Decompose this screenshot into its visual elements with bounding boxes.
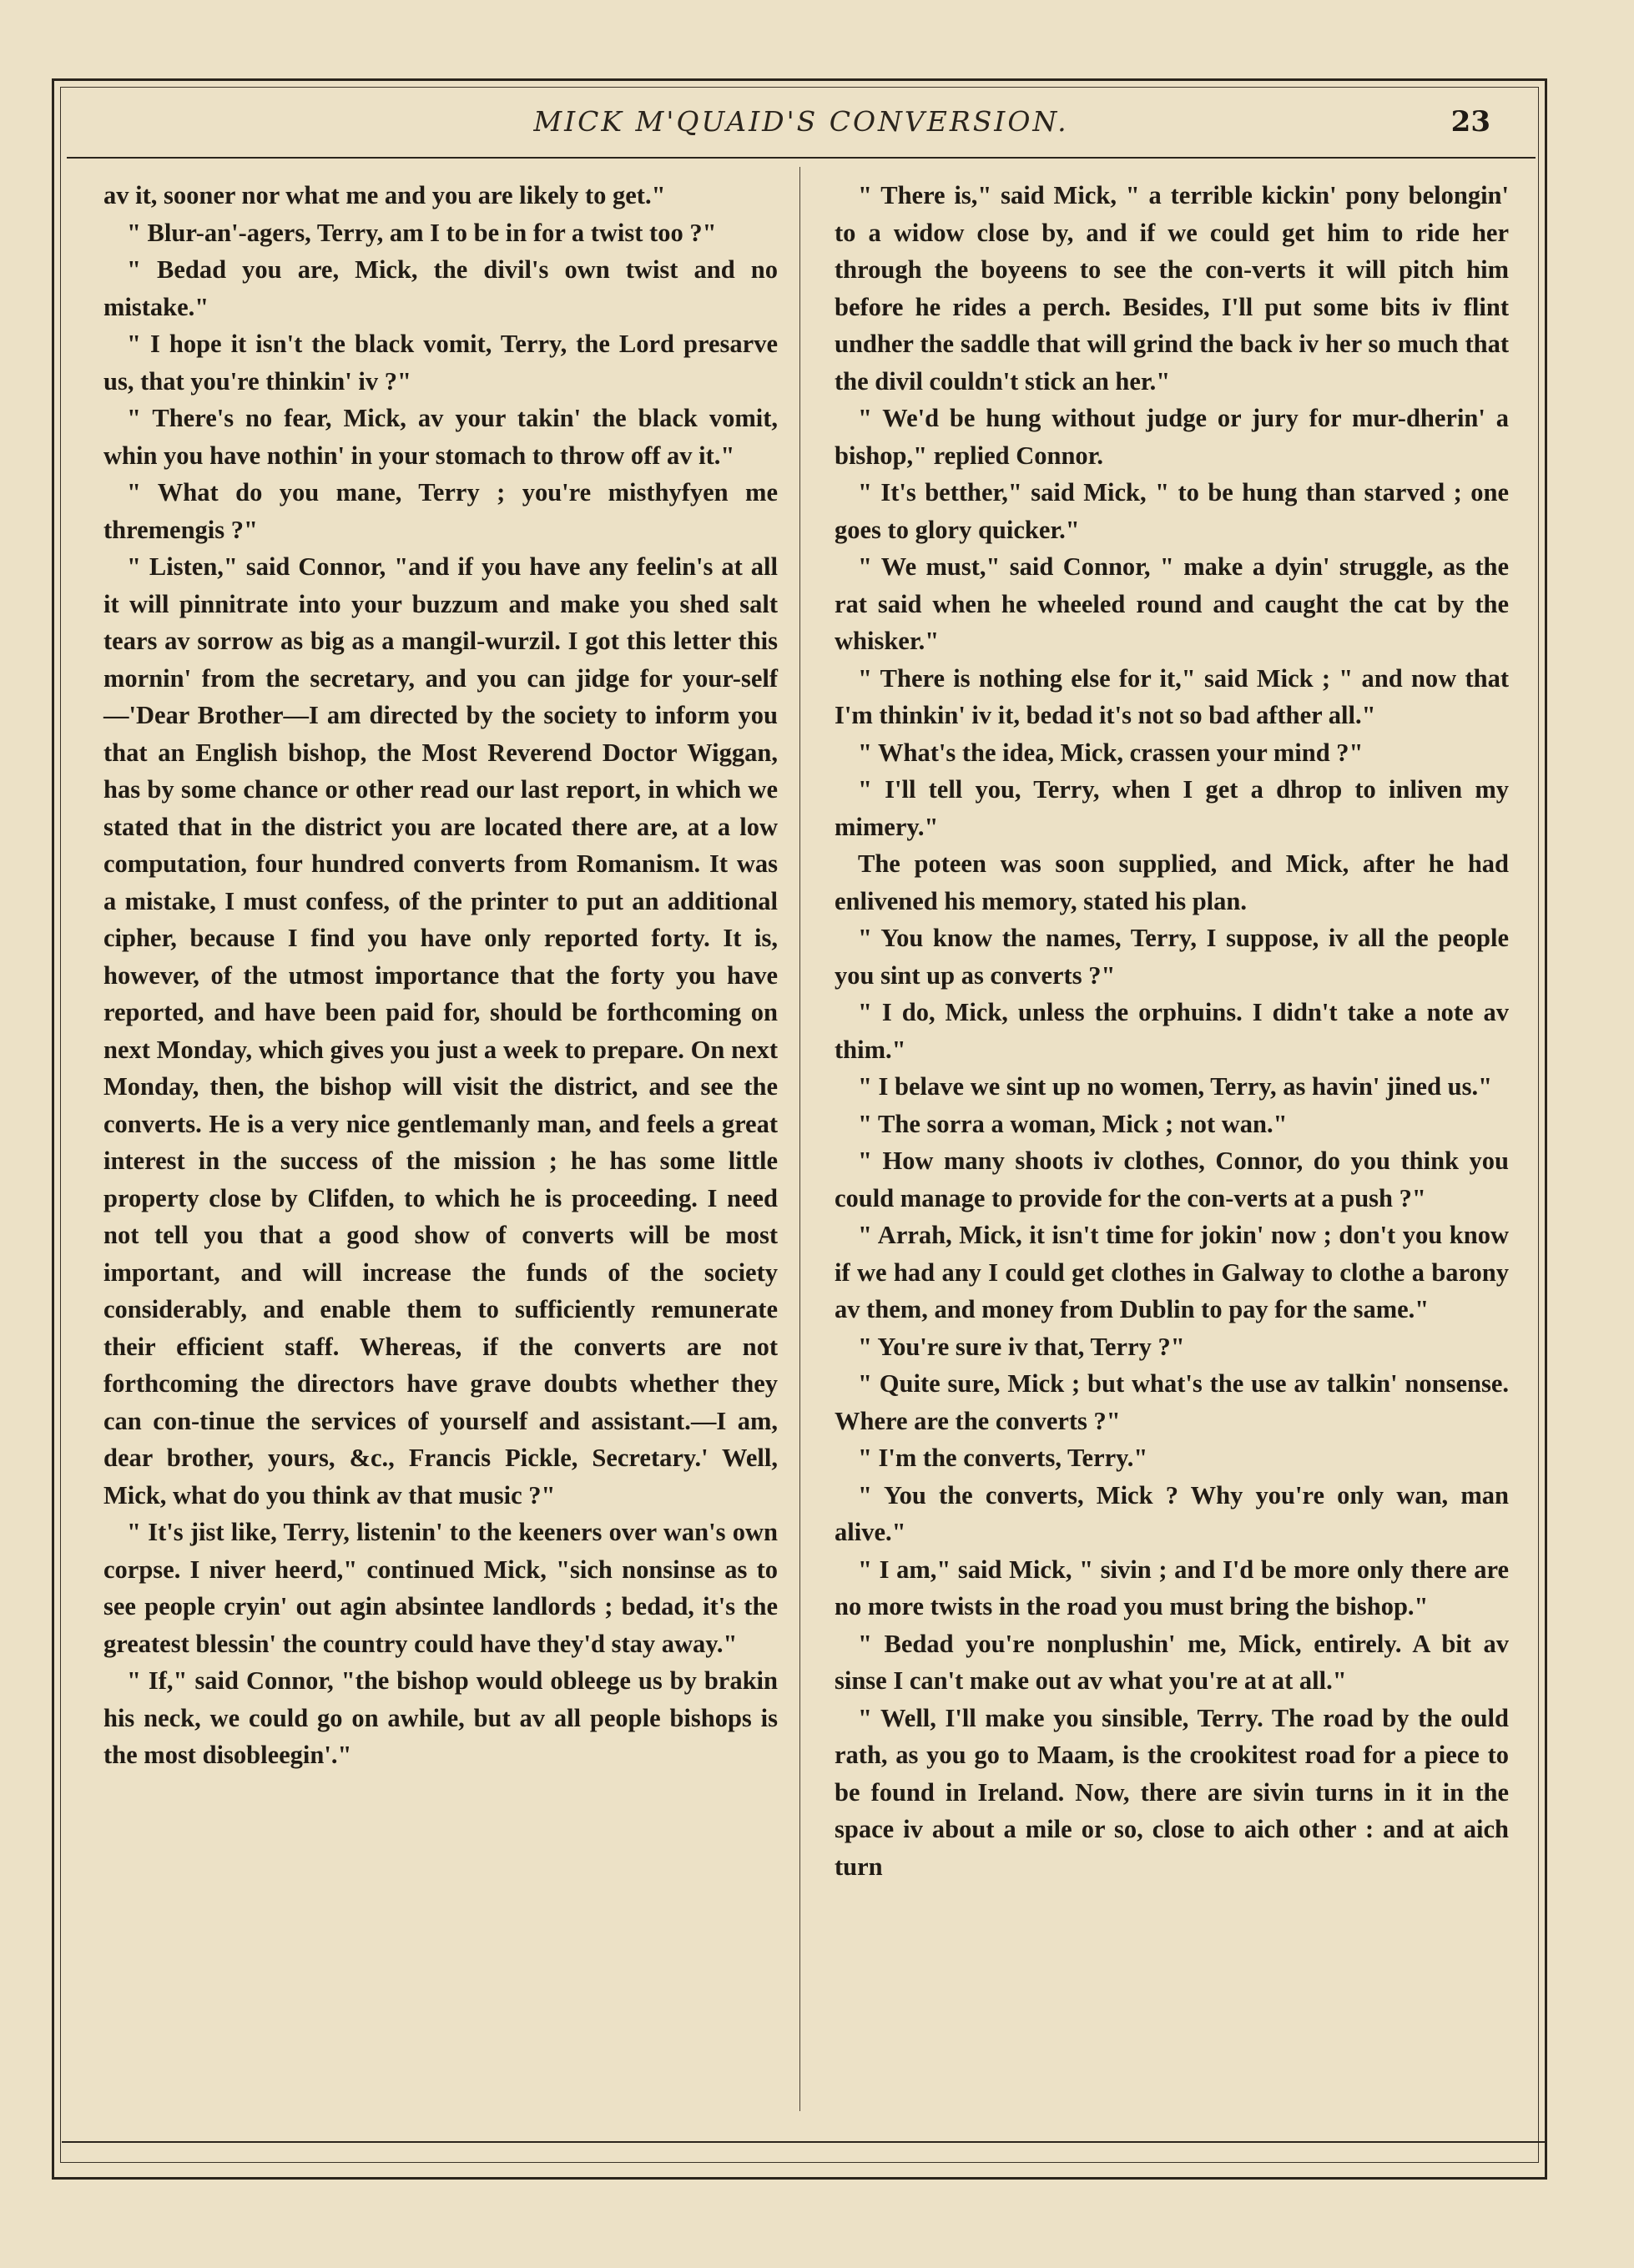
paragraph: " We'd be hung without judge or jury for mur-dherin' a bishop," replied Connor.: [835, 404, 1509, 470]
running-title: MICK M'QUAID'S CONVERSION.: [533, 105, 1069, 138]
paragraph: " I'll tell you, Terry, when I get a dhrop to inliven my mimery.": [835, 775, 1509, 841]
paragraph: " Listen," said Connor, "and if you have any feelin's at all it will pinnitrate into your buzzum and make you shed salt tears av sorrow as big as a mangil-wurzil. I got this letter this mornin' from the secretary, and you can jidge for your-self—'Dear Brother—I am directed by the society to inform you that an English bishop, the Most Reverend Doctor Wiggan, has by some chance or other read our last report, in which we stated that in the district you are located there are, at a low computation, four hundred converts from Romanism. It was a mistake, I must confess, of the printer to put an additional cipher, because I find you have only reported forty. It is, however, of the utmost importance that the forty you have reported, and have been paid for, should be forthcoming on next Monday, which gives you just a week to prepare. On next Monday, then, the bishop will visit the district, and see the converts. He is a very nice gentlemanly man, and feels a great interest in the success of the mission ; he has some little property close by Clifden, to which he is proceeding. I need not tell you that a good show of converts will be most important, and will increase the funds of the society considerably, and enable them to sufficiently remunerate their efficient staff. Whereas, if the converts are not forthcoming the directors have grave doubts whether they can con-tinue the services of yourself and assistant.—I am, dear brother, yours, &c., Francis Pickle, Secretary.' Well, Mick, what do you think av that music ?": [103, 552, 778, 1509]
left-column: [103, 177, 778, 1774]
paragraph: " You the converts, Mick ? Why you're only wan, man alive.": [835, 1480, 1509, 1546]
paragraph: av it, sooner nor what me and you are likely to get.": [103, 181, 666, 209]
paragraph: " We must," said Connor, " make a dyin' struggle, as the rat said when he wheeled round and caught the cat by the whisker.": [835, 552, 1509, 655]
paragraph: " You know the names, Terry, I suppose, iv all the people you sint up as converts ?": [835, 924, 1509, 990]
paragraph: " There is," said Mick, " a terrible kickin' pony belongin' to a widow close by, and if we could get him to ride her through the boyeens to see the con-verts it will pitch him before he rides a perch. Besides, I'll put some bits iv flint undher the saddle that will grind the back iv her so much that the divil couldn't stick an her.": [835, 181, 1509, 396]
paragraph: " Well, I'll make you sinsible, Terry. The road by the ould rath, as you go to Maam, is the crookitest road for a piece to be found in Ireland. Now, there are sivin turns in it in the space iv about a mile or so, close to aich other : and at aich turn: [835, 1703, 1509, 1881]
paragraph: " There is nothing else for it," said Mick ; " and now that I'm thinkin' iv it, bedad it's not so bad afther all.": [835, 663, 1509, 729]
paragraph: " What's the idea, Mick, crassen your mind ?": [858, 738, 1364, 767]
paragraph: " I belave we sint up no women, Terry, as havin' jined us.": [858, 1072, 1493, 1101]
page-header: [67, 105, 1536, 152]
paragraph: " There's no fear, Mick, av your takin' the black vomit, whin you have nothin' in your stomach to throw off av it.": [103, 404, 778, 470]
paragraph: The poteen was soon supplied, and Mick, after he had enlivened his memory, stated his plan.: [835, 849, 1509, 915]
paragraph: " I do, Mick, unless the orphuins. I didn't take a note av thim.": [835, 998, 1509, 1064]
column-divider: [799, 167, 800, 2111]
paragraph: " If," said Connor, "the bishop would obleege us by brakin his neck, we could go on awhile, but av all people bishops is the most disobleegin'.": [103, 1666, 778, 1769]
page-number: 23: [1450, 105, 1490, 139]
paragraph: " It's betther," said Mick, " to be hung than starved ; one goes to glory quicker.": [835, 478, 1509, 544]
paragraph: " Bedad you are, Mick, the divil's own twist and no mistake.": [103, 255, 778, 321]
paragraph: " Bedad you're nonplushin' me, Mick, entirely. A bit av sinse I can't make out av what you're at at all.": [835, 1629, 1509, 1695]
paragraph: " The sorra a woman, Mick ; not wan.": [858, 1109, 1288, 1138]
paragraph: " What do you mane, Terry ; you're misthyfyen me thremengis ?": [103, 478, 778, 544]
header-rule: [67, 157, 1536, 159]
paragraph: " You're sure iv that, Terry ?": [858, 1332, 1185, 1361]
right-column: [835, 177, 1509, 1885]
paragraph: " I am," said Mick, " sivin ; and I'd be more only there are no more twists in the road you must bring the bishop.": [835, 1555, 1509, 1620]
paragraph: " Quite sure, Mick ; but what's the use av talkin' nonsense. Where are the converts ?": [835, 1369, 1509, 1435]
paragraph: " I hope it isn't the black vomit, Terry, the Lord presarve us, that you're thinkin' iv ?": [103, 330, 778, 396]
paragraph: " Arrah, Mick, it isn't time for jokin' now ; don't you know if we had any I could get clothes in Galway to clothe a barony av them, and money from Dublin to pay for the same.": [835, 1221, 1509, 1323]
paragraph: " I'm the converts, Terry.": [858, 1444, 1148, 1472]
paragraph: " How many shoots iv clothes, Connor, do you think you could manage to provide for the con-verts at a push ?": [835, 1147, 1509, 1212]
paragraph: " Blur-an'-agers, Terry, am I to be in for a twist too ?": [127, 218, 717, 247]
bottom-rule: [62, 2141, 1547, 2143]
paragraph: " It's jist like, Terry, listenin' to the keeners over wan's own corpse. I niver heerd," continued Mick, "sich nonsinse as to see people cryin' out agin absintee landlords ; bedad, it's the greatest blessin' the country could have they'd stay away.": [103, 1518, 778, 1658]
